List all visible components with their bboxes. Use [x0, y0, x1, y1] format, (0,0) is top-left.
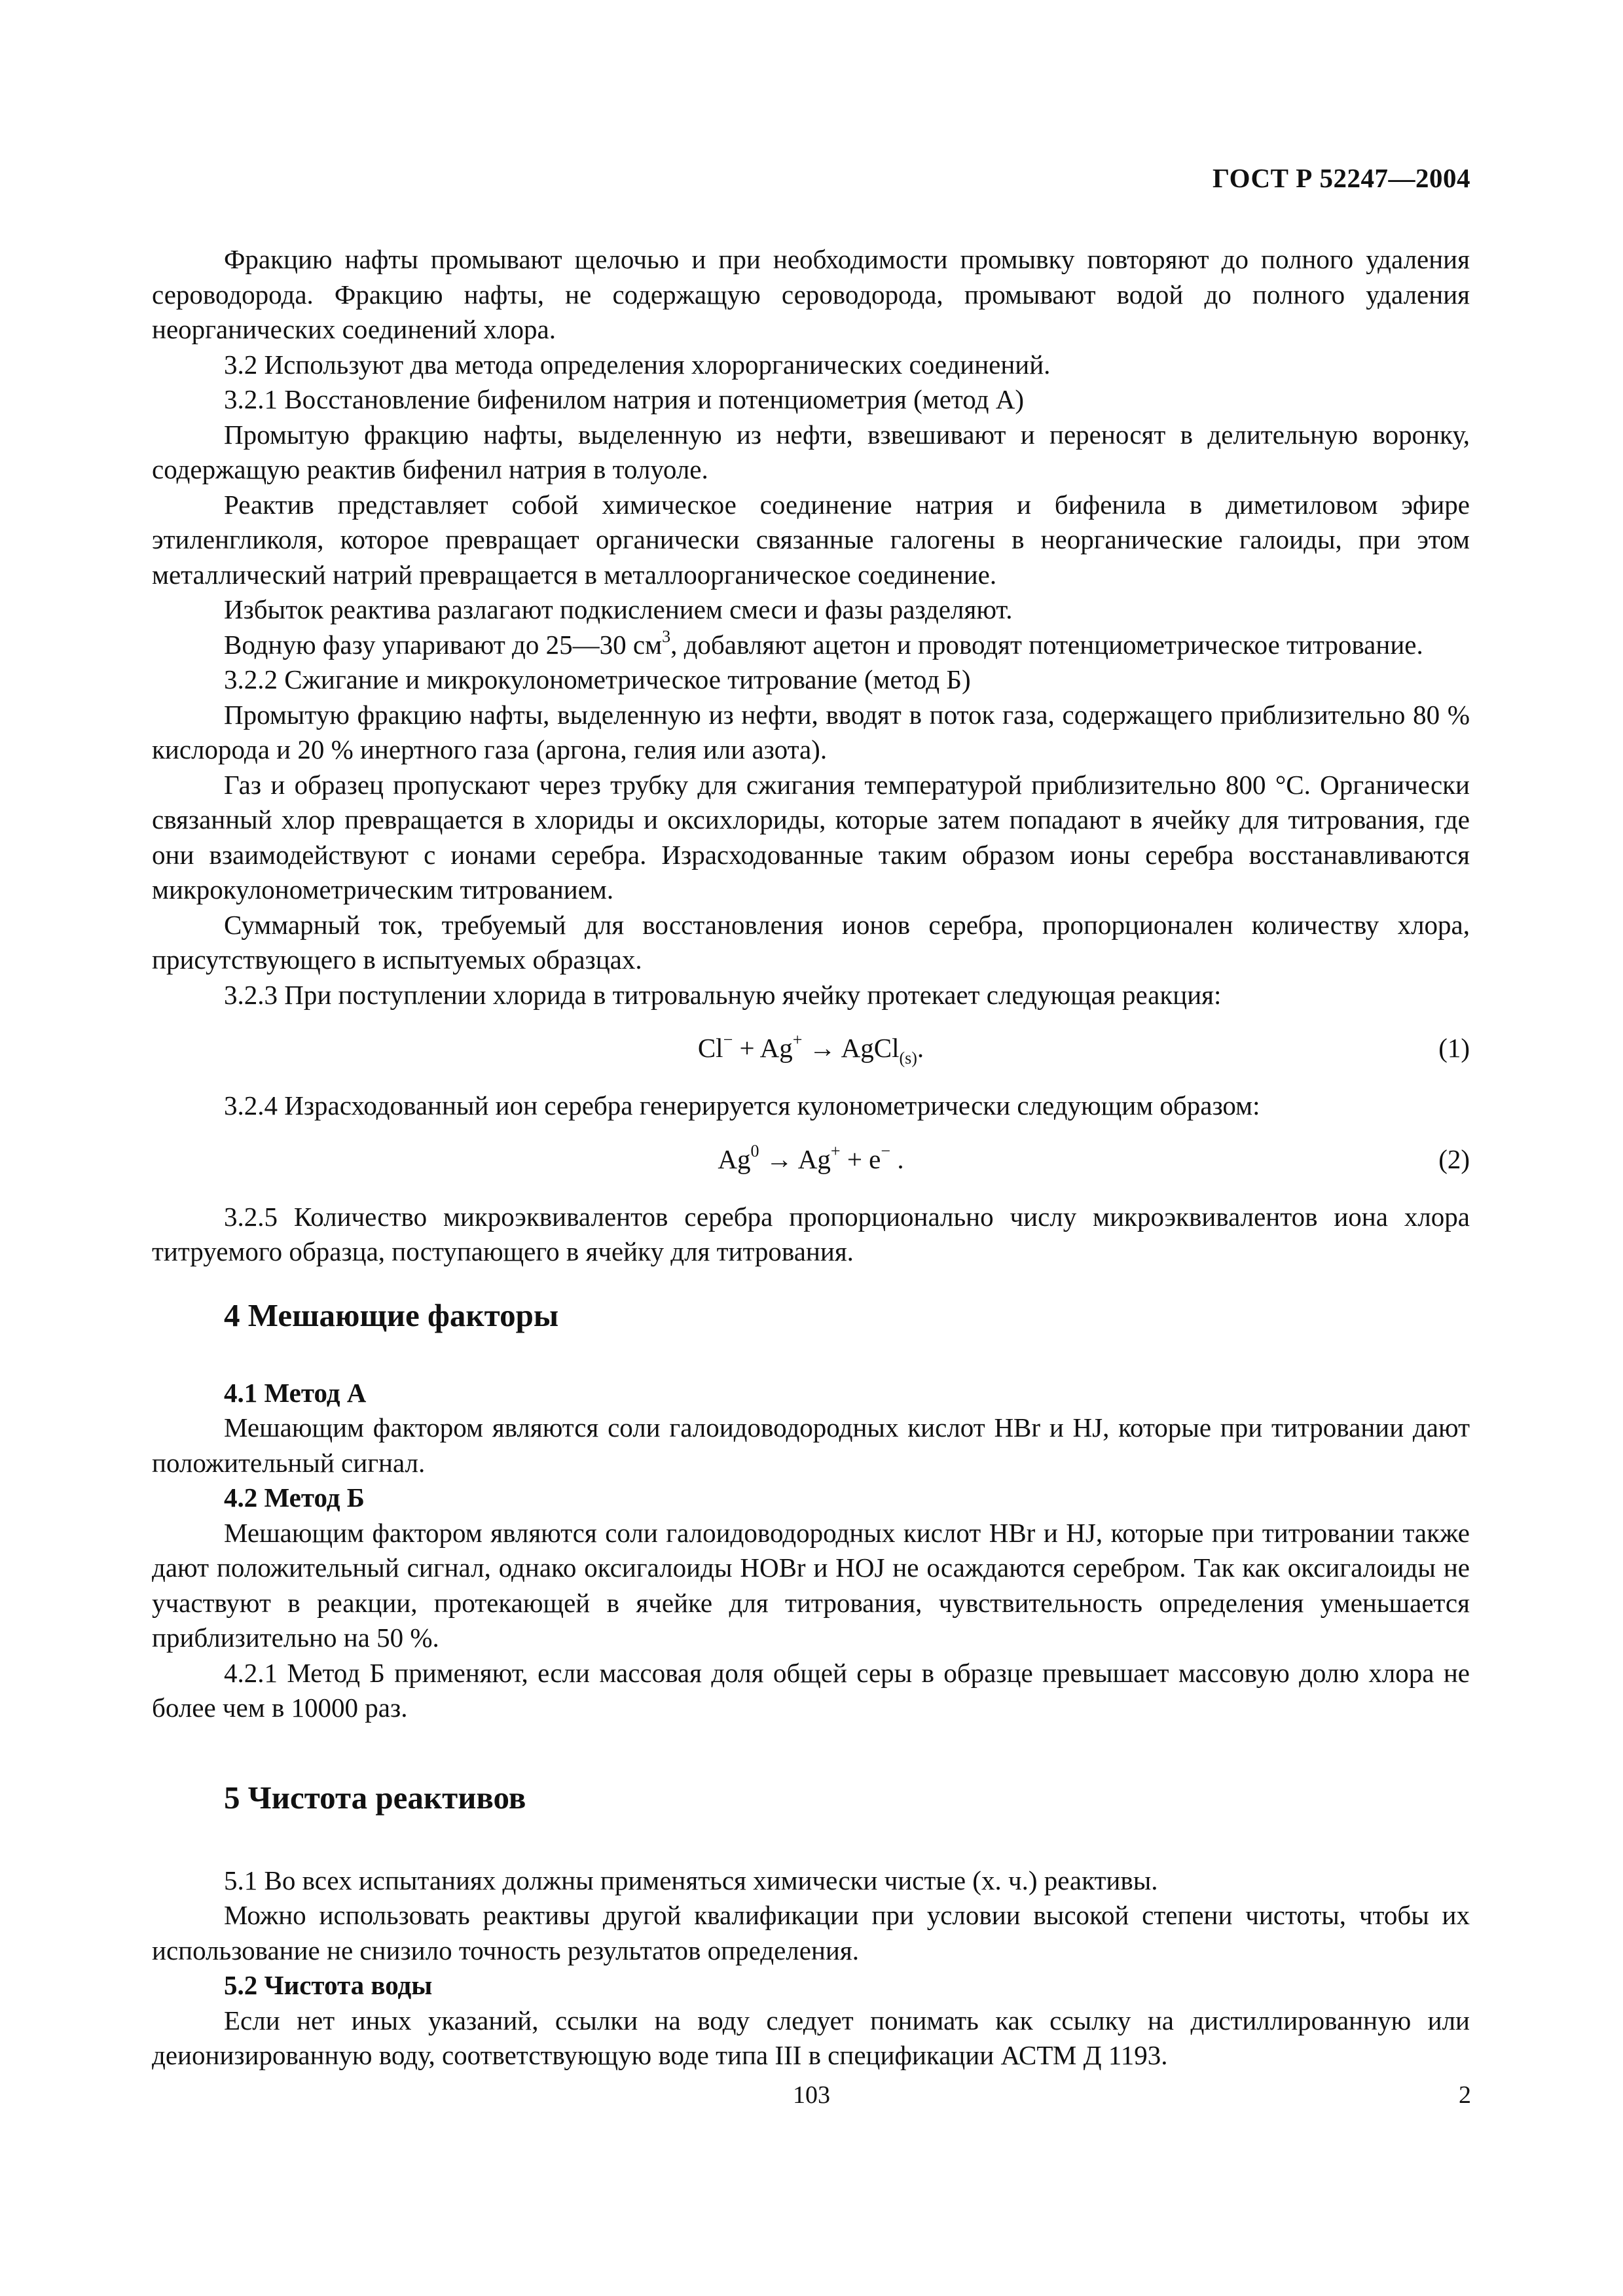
paragraph: Если нет иных указаний, ссылки на воду следует понимать как ссылку на дистиллированную или деионизированную воду, соответствующую воде типа III в спецификации АСТМ Д 1193.: [152, 2005, 1470, 2070]
paragraph: Промытую фракцию нафты, выделенную из нефти, вводят в поток газа, содержащего приблизительно 80 % кислорода и 20 % инертного газа (аргона, гелия или азота).: [152, 699, 1470, 764]
page-content: [152, 242, 1470, 2073]
subsection-heading: 5.2 Чистота воды: [224, 1970, 433, 2000]
superscript: +: [830, 1141, 841, 1160]
subscript: (s): [899, 1049, 917, 1067]
paragraph: Фракцию нафты промывают щелочью и при необходимости промывку повторяют до полного удаления сероводорода. Фракцию нафты, не содержащую сероводорода, промывают водой до полного удаления неорганических соединений хлора.: [152, 244, 1470, 344]
subsection-heading: 4.1 Метод А: [224, 1377, 367, 1408]
text-run: + e: [840, 1143, 881, 1174]
text-run: + Ag: [733, 1033, 793, 1063]
section-heading: 5 Чистота реактивов: [224, 1779, 526, 1816]
text-run: Ag: [718, 1143, 751, 1174]
text-run: .: [917, 1033, 924, 1063]
formula-expression: [152, 1142, 1470, 1177]
paragraph: Мешающим фактором являются соли галоидоводородных кислот HBr и HJ, которые при титровании дают положительный сигнал.: [152, 1412, 1470, 1478]
superscript: −: [881, 1141, 891, 1160]
text-run: → AgCl: [802, 1033, 900, 1063]
paragraph: Избыток реактива разлагают подкислением смеси и фазы разделяют.: [224, 594, 1013, 624]
text-run: Cl: [697, 1033, 723, 1063]
section-heading: 4 Мешающие факторы: [224, 1297, 559, 1333]
paragraph: Промытую фракцию нафты, выделенную из нефти, взвешивают и переносят в делительную воронку, содержащую реактив бифенил натрия в толуоле.: [152, 419, 1470, 484]
formula-expression: [152, 1031, 1470, 1066]
paragraph: Можно использовать реактивы другой квалификации при условии высокой степени чистоты, чтобы их использование не снизило точность результатов определения.: [152, 1900, 1470, 1965]
paragraph: 3.2.2 Сжигание и микрокулонометрическое титрование (метод Б): [224, 664, 971, 694]
paragraph: 4.2.1 Метод Б применяют, если массовая доля общей серы в образце превышает массовую долю хлора не более чем в 10000 раз.: [152, 1657, 1470, 1723]
paragraph: 3.2 Используют два метода определения хлорорганических соединений.: [224, 349, 1051, 380]
paragraph: Реактив представляет собой химическое соединение натрия и бифенила в диметиловом эфире этиленгликоля, которое превращает органически связанные галогены в неорганические галоиды, при этом металлический натрий превращается в металлоорганическое соединение.: [152, 489, 1470, 590]
document-number: ГОСТ Р 52247—2004: [1213, 163, 1470, 193]
paragraph: 3.2.4 Израсходованный ион серебра генерируется кулонометрически следующим образом:: [224, 1090, 1260, 1121]
superscript: 0: [750, 1141, 759, 1160]
page-number-center: 103: [793, 2081, 830, 2109]
text-run: Водную фазу упаривают до 25—30 см: [224, 629, 663, 660]
superscript: −: [723, 1030, 733, 1049]
paragraph: Газ и образец пропускают через трубку для сжигания температурой приблизительно 800 °С. Органически связанный хлор превращается в хлориды и оксихлориды, которые затем попадают в ячейку для титрования, где они взаимодействуют с ионами серебра. Израсходованные таким образом ионы серебра восстанавливаются микрокулонометрическим титрованием.: [152, 769, 1470, 905]
superscript: +: [792, 1030, 803, 1049]
formula-1: [152, 1026, 1470, 1074]
text-run: → Ag: [759, 1143, 831, 1174]
text-run: .: [890, 1143, 904, 1174]
paragraph: Суммарный ток, требуемый для восстановления ионов серебра, пропорционален количеству хлора, присутствующего в испытуемых образцах.: [152, 909, 1470, 975]
paragraph: 5.1 Во всех испытаниях должны применяться химически чистые (х. ч.) реактивы.: [224, 1865, 1158, 1895]
text-run: , добавляют ацетон и проводят потенциометрическое титрование.: [670, 629, 1423, 660]
superscript: 3: [662, 626, 671, 646]
subsection-heading: 4.2 Метод Б: [224, 1482, 365, 1513]
paragraph: 3.2.3 При поступлении хлорида в титровальную ячейку протекает следующая реакция:: [224, 979, 1222, 1010]
paragraph: [152, 628, 1470, 663]
formula-number: (1): [1438, 1033, 1470, 1063]
paragraph: Мешающим фактором являются соли галоидоводородных кислот HBr и HJ, которые при титровании также дают положительный сигнал, однако оксигалоиды HOBr и HOJ не осаждаются серебром. Так как оксигалоиды не участвуют в реакции, протекающей в ячейке для титрования, чувствительность определения уменьшается приблизительно на 50 %.: [152, 1517, 1470, 1653]
paragraph: 3.2.1 Восстановление бифенилом натрия и потенциометрия (метод А): [224, 384, 1024, 414]
paragraph: 3.2.5 Количество микроэквивалентов серебра пропорционально числу микроэквивалентов иона хлора титруемого образца, поступающего в ячейку для титрования.: [152, 1201, 1470, 1266]
page-number-right: 2: [1459, 2081, 1471, 2109]
formula-number: (2): [1438, 1143, 1470, 1174]
formula-2: [152, 1137, 1470, 1185]
